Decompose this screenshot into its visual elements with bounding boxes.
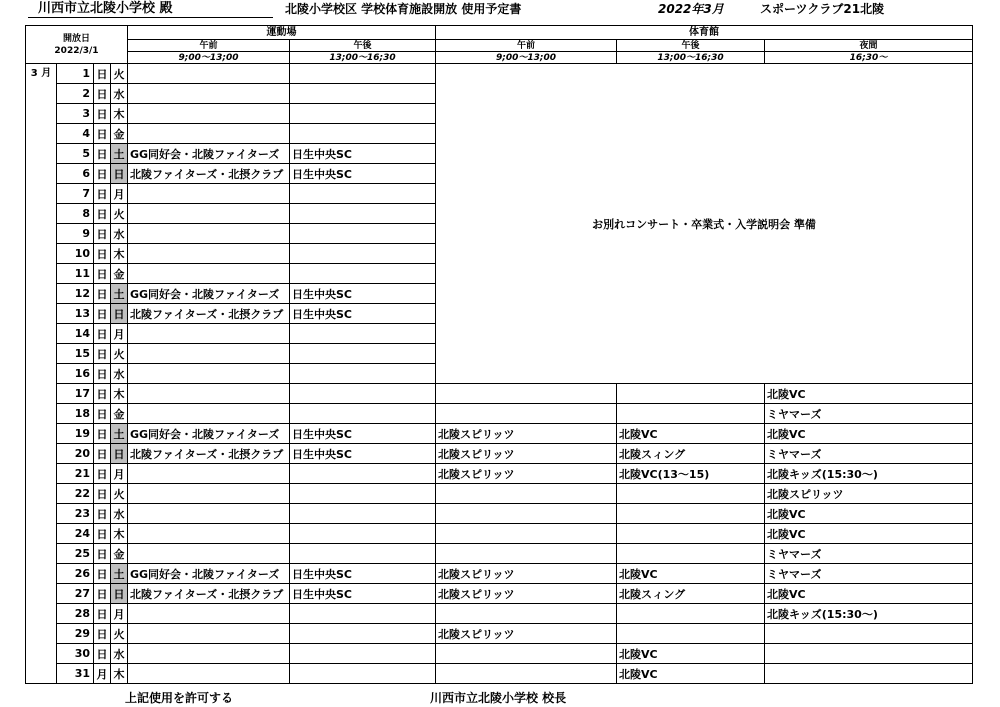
field-pm-cell [290, 204, 436, 224]
day-suffix: 日 [94, 524, 111, 544]
field-am-cell [128, 244, 290, 264]
date-label: 開放日 [62, 33, 90, 44]
gym-am-cell: 北陵スピリッツ [436, 564, 617, 584]
gym-night-header: 夜間 [765, 40, 973, 52]
field-am-cell [128, 324, 290, 344]
gym-pm-cell [617, 504, 765, 524]
month-heading: 2022年3月 [658, 2, 724, 16]
gym-night-cell: ミヤマーズ [765, 444, 973, 464]
field-pm-cell [290, 344, 436, 364]
gym-night-cell: 北陵スピリッツ [765, 484, 973, 504]
weekday-cell: 月 [111, 464, 128, 484]
schedule-row [26, 404, 973, 424]
weekday-cell: 土 [111, 564, 128, 584]
weekday-cell: 水 [111, 644, 128, 664]
gym-am-cell: 北陵スピリッツ [436, 464, 617, 484]
field-am-cell [128, 644, 290, 664]
day-suffix: 日 [94, 64, 111, 84]
weekday-cell: 火 [111, 64, 128, 84]
schedule-row [26, 604, 973, 624]
gym-night-cell: 北陵VC [765, 584, 973, 604]
field-pm-time: 13;00～16;30 [290, 52, 436, 64]
field-pm-cell [290, 384, 436, 404]
field-pm-cell [290, 364, 436, 384]
field-am-cell [128, 224, 290, 244]
day-number: 4 [57, 124, 94, 144]
field-am-cell: GG同好会・北陵ファイターズ [128, 424, 290, 444]
day-suffix: 日 [94, 584, 111, 604]
field-am-cell [128, 124, 290, 144]
field-am-cell: 北陵ファイターズ・北摂クラブ [128, 584, 290, 604]
field-am-cell: 北陵ファイターズ・北摂クラブ [128, 444, 290, 464]
day-number: 21 [57, 464, 94, 484]
weekday-cell: 金 [111, 124, 128, 144]
gym-am-header: 午前 [436, 40, 617, 52]
day-number: 11 [57, 264, 94, 284]
field-am-cell [128, 404, 290, 424]
day-suffix: 日 [94, 344, 111, 364]
gym-am-cell [436, 384, 617, 404]
schedule-row [26, 464, 973, 484]
day-suffix: 日 [94, 224, 111, 244]
schedule-row [26, 424, 973, 444]
gym-pm-cell: 北陵VC(13～15) [617, 464, 765, 484]
schedule-row [26, 384, 973, 404]
day-suffix: 月 [94, 664, 111, 684]
document-title: 川西市立北陵小学校 殿 [38, 1, 173, 16]
schedule-row [26, 544, 973, 564]
field-am-cell [128, 364, 290, 384]
field-am-cell [128, 524, 290, 544]
day-suffix: 日 [94, 364, 111, 384]
day-suffix: 日 [94, 104, 111, 124]
gym-pm-cell: 北陵VC [617, 644, 765, 664]
day-suffix: 日 [94, 124, 111, 144]
weekday-cell: 木 [111, 104, 128, 124]
field-pm-cell [290, 504, 436, 524]
weekday-cell: 日 [111, 444, 128, 464]
schedule-row [26, 584, 973, 604]
field-am-cell [128, 464, 290, 484]
field-pm-cell: 日生中央SC [290, 424, 436, 444]
weekday-cell: 水 [111, 364, 128, 384]
weekday-cell: 木 [111, 664, 128, 684]
field-pm-cell [290, 624, 436, 644]
day-suffix: 日 [94, 384, 111, 404]
schedule-row [26, 64, 973, 84]
weekday-cell: 日 [111, 584, 128, 604]
gym-am-cell [436, 404, 617, 424]
gym-night-cell [765, 624, 973, 644]
field-am-cell [128, 184, 290, 204]
day-suffix: 日 [94, 544, 111, 564]
gym-night-cell: ミヤマーズ [765, 564, 973, 584]
gym-pm-header: 午後 [617, 40, 765, 52]
day-number: 19 [57, 424, 94, 444]
day-number: 1 [57, 64, 94, 84]
schedule-row [26, 504, 973, 524]
weekday-cell: 火 [111, 204, 128, 224]
gym-am-time: 9;00～13;00 [436, 52, 617, 64]
gym-pm-cell [617, 484, 765, 504]
principal-signature: 川西市立北陵小学校 校長 [430, 691, 567, 705]
day-number: 12 [57, 284, 94, 304]
schedule-body [26, 64, 973, 684]
gym-pm-time: 13;00～16;30 [617, 52, 765, 64]
field-am-cell [128, 624, 290, 644]
gym-am-cell [436, 524, 617, 544]
gym-pm-cell: 北陵スィング [617, 444, 765, 464]
field-pm-cell [290, 104, 436, 124]
gym-header: 体育館 [436, 26, 973, 40]
field-pm-cell [290, 524, 436, 544]
club-name: スポーツクラブ21北陵 [760, 2, 885, 16]
field-pm-header: 午後 [290, 40, 436, 52]
field-am-cell: 北陵ファイターズ・北摂クラブ [128, 304, 290, 324]
day-number: 20 [57, 444, 94, 464]
field-pm-cell: 日生中央SC [290, 304, 436, 324]
day-number: 10 [57, 244, 94, 264]
weekday-cell: 金 [111, 544, 128, 564]
schedule-row [26, 444, 973, 464]
gym-am-cell [436, 664, 617, 684]
district-heading: 北陵小学校区 学校体育施設開放 使用予定書 [285, 2, 522, 16]
schedule-row [26, 644, 973, 664]
day-number: 22 [57, 484, 94, 504]
field-am-cell [128, 64, 290, 84]
day-number: 8 [57, 204, 94, 224]
month-cell: 3 月 [26, 64, 57, 684]
field-pm-cell [290, 644, 436, 664]
field-am-cell [128, 204, 290, 224]
day-suffix: 日 [94, 204, 111, 224]
field-pm-cell [290, 664, 436, 684]
weekday-cell: 木 [111, 384, 128, 404]
day-number: 24 [57, 524, 94, 544]
field-am-cell [128, 544, 290, 564]
weekday-cell: 土 [111, 144, 128, 164]
field-am-cell: GG同好会・北陵ファイターズ [128, 564, 290, 584]
schedule-row [26, 624, 973, 644]
gym-night-cell: 北陵VC [765, 384, 973, 404]
field-pm-cell: 日生中央SC [290, 584, 436, 604]
weekday-cell: 水 [111, 84, 128, 104]
field-am-cell [128, 664, 290, 684]
field-am-cell [128, 384, 290, 404]
field-pm-cell [290, 244, 436, 264]
day-number: 9 [57, 224, 94, 244]
title-underline [28, 17, 273, 18]
field-pm-cell [290, 224, 436, 244]
weekday-cell: 火 [111, 624, 128, 644]
field-pm-cell [290, 184, 436, 204]
weekday-cell: 月 [111, 324, 128, 344]
day-number: 17 [57, 384, 94, 404]
weekday-cell: 日 [111, 304, 128, 324]
day-suffix: 日 [94, 564, 111, 584]
gym-pm-cell [617, 384, 765, 404]
weekday-cell: 火 [111, 484, 128, 504]
gym-am-cell [436, 604, 617, 624]
weekday-cell: 月 [111, 604, 128, 624]
day-suffix: 日 [94, 184, 111, 204]
day-suffix: 日 [94, 504, 111, 524]
field-pm-cell [290, 324, 436, 344]
weekday-cell: 水 [111, 224, 128, 244]
gym-am-cell: 北陵スピリッツ [436, 444, 617, 464]
day-suffix: 日 [94, 244, 111, 264]
date-header [26, 26, 128, 64]
weekday-cell: 火 [111, 344, 128, 364]
day-number: 13 [57, 304, 94, 324]
gym-pm-cell [617, 404, 765, 424]
day-number: 14 [57, 324, 94, 344]
day-number: 5 [57, 144, 94, 164]
day-suffix: 日 [94, 604, 111, 624]
day-number: 25 [57, 544, 94, 564]
gym-pm-cell: 北陵VC [617, 564, 765, 584]
day-number: 28 [57, 604, 94, 624]
field-pm-cell [290, 84, 436, 104]
schedule-row [26, 524, 973, 544]
gym-pm-cell [617, 624, 765, 644]
field-pm-cell [290, 264, 436, 284]
weekday-cell: 水 [111, 504, 128, 524]
field-pm-cell [290, 544, 436, 564]
day-suffix: 日 [94, 324, 111, 344]
gym-am-cell: 北陵スピリッツ [436, 424, 617, 444]
day-number: 31 [57, 664, 94, 684]
schedule-row [26, 564, 973, 584]
field-pm-cell: 日生中央SC [290, 164, 436, 184]
gym-night-cell [765, 664, 973, 684]
field-pm-cell: 日生中央SC [290, 144, 436, 164]
day-number: 30 [57, 644, 94, 664]
weekday-cell: 木 [111, 524, 128, 544]
gym-am-cell [436, 504, 617, 524]
gym-pm-cell [617, 544, 765, 564]
schedule-row [26, 484, 973, 504]
field-am-cell [128, 604, 290, 624]
gym-am-cell [436, 644, 617, 664]
field-am-cell [128, 484, 290, 504]
gym-event-note: お別れコンサート・卒業式・入学説明会 準備 [436, 64, 973, 384]
gym-night-cell: 北陵キッズ(15:30～) [765, 604, 973, 624]
day-number: 23 [57, 504, 94, 524]
field-am-cell [128, 104, 290, 124]
field-pm-cell [290, 124, 436, 144]
weekday-cell: 土 [111, 424, 128, 444]
field-am-cell: GG同好会・北陵ファイターズ [128, 284, 290, 304]
field-header: 運動場 [128, 26, 436, 40]
weekday-cell: 月 [111, 184, 128, 204]
field-am-time: 9;00～13;00 [128, 52, 290, 64]
day-suffix: 日 [94, 464, 111, 484]
day-number: 18 [57, 404, 94, 424]
day-suffix: 日 [94, 164, 111, 184]
gym-pm-cell [617, 604, 765, 624]
day-suffix: 日 [94, 644, 111, 664]
day-suffix: 日 [94, 444, 111, 464]
gym-pm-cell: 北陵VC [617, 424, 765, 444]
gym-night-cell: 北陵キッズ(15:30～) [765, 464, 973, 484]
field-pm-cell: 日生中央SC [290, 284, 436, 304]
permit-text: 上記使用を許可する [125, 691, 234, 705]
field-am-cell: 北陵ファイターズ・北摂クラブ [128, 164, 290, 184]
schedule-table [25, 25, 973, 684]
field-pm-cell: 日生中央SC [290, 564, 436, 584]
field-am-header: 午前 [128, 40, 290, 52]
schedule-row [26, 664, 973, 684]
day-number: 6 [57, 164, 94, 184]
field-pm-cell [290, 604, 436, 624]
day-number: 29 [57, 624, 94, 644]
gym-pm-cell: 北陵スィング [617, 584, 765, 604]
gym-night-cell: 北陵VC [765, 504, 973, 524]
field-am-cell [128, 344, 290, 364]
day-suffix: 日 [94, 144, 111, 164]
day-suffix: 日 [94, 404, 111, 424]
gym-am-cell: 北陵スピリッツ [436, 584, 617, 604]
field-pm-cell [290, 64, 436, 84]
weekday-cell: 土 [111, 284, 128, 304]
field-pm-cell [290, 484, 436, 504]
weekday-cell: 木 [111, 244, 128, 264]
gym-night-cell: 北陵VC [765, 424, 973, 444]
gym-night-cell [765, 644, 973, 664]
day-number: 27 [57, 584, 94, 604]
gym-pm-cell [617, 524, 765, 544]
day-suffix: 日 [94, 304, 111, 324]
gym-night-cell: 北陵VC [765, 524, 973, 544]
gym-am-cell: 北陵スピリッツ [436, 624, 617, 644]
day-number: 3 [57, 104, 94, 124]
day-suffix: 日 [94, 484, 111, 504]
gym-night-time: 16;30～ [765, 52, 973, 64]
field-pm-cell [290, 464, 436, 484]
gym-night-cell: ミヤマーズ [765, 544, 973, 564]
gym-night-cell: ミヤマーズ [765, 404, 973, 424]
day-number: 2 [57, 84, 94, 104]
day-suffix: 日 [94, 624, 111, 644]
day-number: 16 [57, 364, 94, 384]
field-pm-cell [290, 404, 436, 424]
weekday-cell: 日 [111, 164, 128, 184]
day-suffix: 日 [94, 264, 111, 284]
weekday-cell: 金 [111, 404, 128, 424]
field-am-cell: GG同好会・北陵ファイターズ [128, 144, 290, 164]
gym-pm-cell: 北陵VC [617, 664, 765, 684]
field-am-cell [128, 264, 290, 284]
day-number: 15 [57, 344, 94, 364]
day-suffix: 日 [94, 284, 111, 304]
field-am-cell [128, 504, 290, 524]
date-value: 2022/3/1 [54, 45, 99, 56]
day-number: 26 [57, 564, 94, 584]
day-suffix: 日 [94, 424, 111, 444]
field-am-cell [128, 84, 290, 104]
day-suffix: 日 [94, 84, 111, 104]
gym-am-cell [436, 484, 617, 504]
day-number: 7 [57, 184, 94, 204]
weekday-cell: 金 [111, 264, 128, 284]
field-pm-cell: 日生中央SC [290, 444, 436, 464]
gym-am-cell [436, 544, 617, 564]
